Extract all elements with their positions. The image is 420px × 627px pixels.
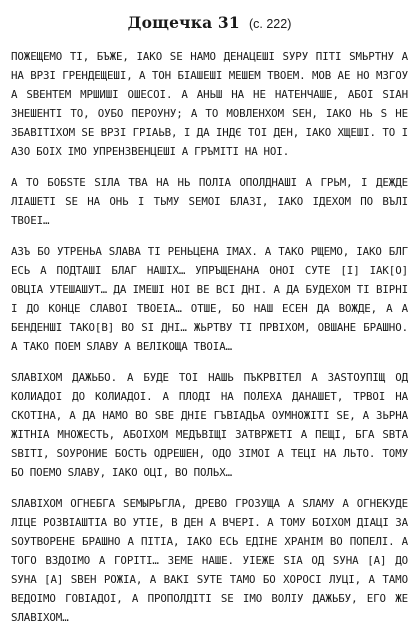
paragraph-1: ПОЖЕЩЕМО ТІ, БЪЖЕ, ІАКО ЅЕ НАМО ДЕНАЦЕШІ ЅУРУ ПІТІ ЅМЬРТНУ А НА ВРЗІ ГРЕНДЕЩЕШІ, А ТОН БІАШЕШІ МЕШЕМ ТВОЕМ. МОВ АЕ НО МЗГОУ А ЅВЕНТЕМ МРШИШІ ОШЕСОІ. А АНЬШ НА НЕ НАТЕНЧАШЕ, АБОІ ЅІАН ЗНЕШЕНТІ ТО, ОУБО ПЕРОУНУ; А ТО МОВЛЕНХОМ ЅЕН, ІАКО НЬ Ѕ НЕ ЗБАВІТІХОМ ЅЕ ВРЗІ ГРІАЬВ, І ДА ІНДЄ ТОІ ДЕН, ІАКО ХЩЕШI. ТО І АЗО БОІХ ІМО УПРЕНЗВЕНЦЕШІ А ГРЪМІТІ НА НОІ. (11, 50, 408, 158)
paragraph-4: ЅЛАВІХОМ ДАЖЬБО. А БУДЕ ТОІ НАШЬ ПЪКРВІТЕЛ А ЗАЅТОУПІЩ ОД КОЛИАДОІ ДО КОЛИАДОІ. А ПЛОДІ НА ПОЛЕХА ДАНАШЕТ, ТРВОІ НА СКОТІНА, А ДА НАМО ВО ЅВЕ ДНІЕ ГЪВІАДЬА ОУМНОЖІТІ ЅЕ, А ЗЬРНА ЖІТНІА МНОЖЕСТЬ, АБОІХОМ МЕДЪВІЩІ ЗАТВРЖЕТІ А ПЕЩІ, БГА ЅВТА ЅВІТІ, ЅОУРОНИЕ БОСТЬ ОДРЕШЕН, ОДО ЗІМОІ А ТЕЦІ НА ЛЬТО. ТОМУ БО ПОЕМО ЅЛАВУ, ІАКО ОЦІ, ВО ПОЛЬХ… (11, 371, 408, 479)
page-reference: (с. 222) (249, 17, 292, 31)
paragraph-2: А ТО БОБЅТЕ ЅІЛА ТВА НА НЬ ПОЛІА ОПОЛДНАШІ А ГРЬМ, І ДЕЖДЕ ЛІАШЕТІ ЅЕ НА ОНЬ І ТЬМУ ЅЕМОІ БЛАЗІ, ІАКО ІДЕХОМ ПО ВЪЛІ ТВОЕІ… (11, 176, 408, 227)
paragraph-5: ЅЛАВІХОМ ОГНЕБГА ЅЕМЫРЬГЛА, ДРЕВО ГРОЗУЩА А ЅЛАМУ А ОГНЕКУДЕ ЛІЦЕ РОЗВІАШТІА ВО УТІЕ, В ДЕН А ВЧЕPІ. А ТОМУ БОІХОМ ДІАЦI ЗА ЅОУТВОРЕНЕ БРАШНО А ПІТІА, ІАКО ЕСЬ ЕДІНЕ ХРАНІМ ВО ПОПЕЛІ. А ТОГО ВЗДОІМО А ГОРІТІ… ЗЕМЕ НАШЕ. УІЕЖЕ ЅІА ОД ЅУНА [А] ДО ЅУНА [А] ЅВЕН РОЖІА, А ВАКІ ЅУТЕ ТАМО БО ХОРОСІ ЛУЦІ, А ТАМО ВЕДОІМО ГОВІАДОІ, А ПРОПОЛДІТІ ЅЕ ІМО ВОЛIУ ДАЖЬБУ, ЕГО ЖЕ ЅЛАВІХОМ… (11, 497, 408, 624)
paragraph-3: АЗЪ БО УТРЕНЬА ЅЛАВА ТІ РЕНЬЦЕНА ІМАХ. А ТАКО РЩЕМО, ІАКО БЛГ ЕСЬ А ПОДТАШІ БЛАГ НАШІХ… УПРЪЩЕНАНА ОНОІ СУТЕ [І] ІАК[О] ОВЦІА УТЕШАШУТ… ДА ІМЕШІ НОІ ВЕ ВСІ ДНІ. А ДА БУДЕХОМ ТІ ВІРНІ І ДО КОНЦЕ СЛАВОІ ТВОЕІА… ОТШЕ, БО НАШ ЕСЕН ДА ВОЖДЕ, А А БЕНДЕНШІ ТАКО[В] ВО ЅІ ДНІ… ЖЬРТВУ ТІ ПРВІХОМ, ОВШАНЕ БРАШНО. А ТАКО ПОЕМ ЅЛАВУ А ВЕЛІКОЩА ТВОІА… (11, 245, 408, 353)
page-title (11, 13, 408, 34)
tablet-title: Дощечка 31 (127, 13, 240, 32)
